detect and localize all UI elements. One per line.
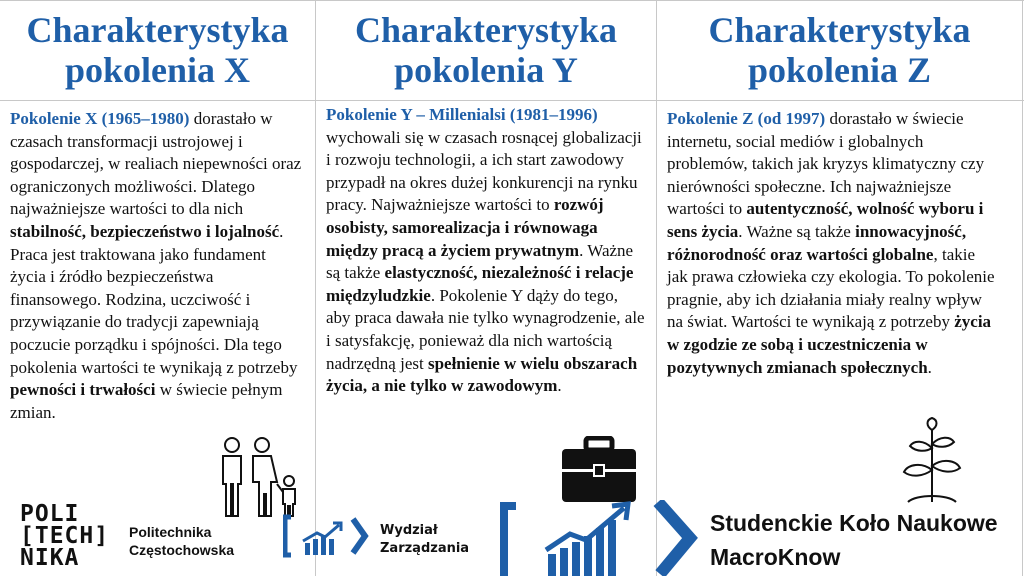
- segment: życia w zgodzie ze sobą i uczestniczenia w pozytywnych zmianach społecznych: [667, 312, 992, 377]
- segment: .: [557, 376, 562, 396]
- segment: pewności i trwałości: [10, 380, 156, 400]
- university-line2: Częstochowska: [129, 542, 235, 558]
- segment: innowacyjność, różnorodność oraz wartości globalne: [667, 221, 967, 264]
- segment: Pokolenie Z (od 1997): [667, 109, 826, 128]
- grid-line-header: [0, 100, 1024, 101]
- faculty-logo-icon: [283, 513, 369, 559]
- segment: w świecie pełnym zmian.: [10, 380, 283, 422]
- plant-icon: [896, 416, 968, 504]
- segment: .: [927, 357, 932, 377]
- heading-generation-x: [0, 0, 315, 100]
- logo-line3: NIKA: [20, 545, 80, 571]
- faculty-line2: Zarządzania: [380, 541, 470, 556]
- politechnika-logo: [20, 503, 130, 569]
- heading-line1: Charakterystyka: [708, 10, 971, 50]
- segment: autentyczność, wolność wyboru i sens życia: [667, 199, 984, 241]
- segment: dorastało w czasach transformacji ustrojowej i gospodarczej, w realiach niepewności oraz ograniczonych możliwości. Dlatego najważniejsze wartości to dla nich: [10, 109, 302, 219]
- logo-line2: [TECH]: [20, 523, 110, 549]
- faculty-name: [380, 522, 469, 558]
- club-line1: Studenckie Koło Naukowe: [710, 510, 998, 536]
- segment: . Ważne są także: [326, 240, 634, 283]
- heading-line1: Charakterystyka: [26, 10, 289, 50]
- body-generation-x: [10, 108, 305, 424]
- briefcase-icon: [560, 436, 638, 504]
- growth-chart-icon: [500, 500, 700, 576]
- segment: elastyczność, niezależność i relacje międzyludzkie: [326, 263, 634, 305]
- body-generation-y: [326, 104, 646, 398]
- segment: rozwój osobisty, samorealizacja i równowaga między pracą a życiem prywatnym: [326, 195, 604, 260]
- family-icon: [218, 436, 304, 518]
- segment: . Praca jest traktowana jako fundament życia i źródło bezpieczeństwa finansowego. Rodzina, uczciwość i przywiązanie do tradycji zapewniają poczucie porządku i spójności. Dla tego pokolenia wartości te wynikają z potrzeby: [10, 221, 298, 377]
- segment: . Ważne są także: [738, 221, 856, 241]
- faculty-line1: Wydział: [380, 523, 438, 538]
- segment: spełnienie w wielu obszarach życia, a nie tylko w zawodowym: [326, 353, 638, 396]
- segment: . Pokolenie Y dąży do tego, aby praca dawała nie tylko wynagrodzenie, ale i satysfakcję, ponieważ dla nich wartością nadrzędną jest: [326, 285, 645, 373]
- club-line2: MacroKnow: [710, 544, 841, 570]
- body-generation-z: [667, 108, 997, 379]
- segment: wychowali się w czasach rosnącej globalizacji i rozwoju technologii, a ich start zawodowy przypadł na okres dużej konkurencji na rynku pracy. Najważniejsze wartości to: [326, 127, 642, 215]
- university-line1: Politechnika: [129, 524, 212, 540]
- heading-line1: Charakterystyka: [355, 10, 617, 50]
- heading-generation-y: [316, 0, 656, 100]
- heading-line2: pokolenia X: [64, 50, 251, 90]
- grid-line-right: [1022, 0, 1023, 576]
- segment: dorastało w świecie internetu, social mediów i globalnych problemów, takich jak kryzys klimatyczny czy nierówności społeczne. Ich najważniejsze wartości to: [667, 109, 985, 219]
- segment: stabilność, bezpieczeństwo i lojalność: [10, 221, 280, 241]
- heading-generation-z: [657, 0, 1022, 100]
- club-name: [710, 506, 998, 574]
- heading-line2: pokolenia Z: [747, 50, 932, 90]
- logo-line1: POLI: [20, 501, 80, 527]
- university-name: [129, 523, 234, 559]
- segment: , takie jak prawa człowieka czy ekologia. To pokolenie pragnie, aby ich działania miały realny wpływ na świat. Wartości te wynikają z potrzeby: [667, 244, 995, 332]
- segment: Pokolenie X (1965–1980): [10, 109, 190, 128]
- segment: Pokolenie Y – Millenialsi (1981–1996): [326, 105, 598, 124]
- heading-line2: pokolenia Y: [394, 50, 578, 90]
